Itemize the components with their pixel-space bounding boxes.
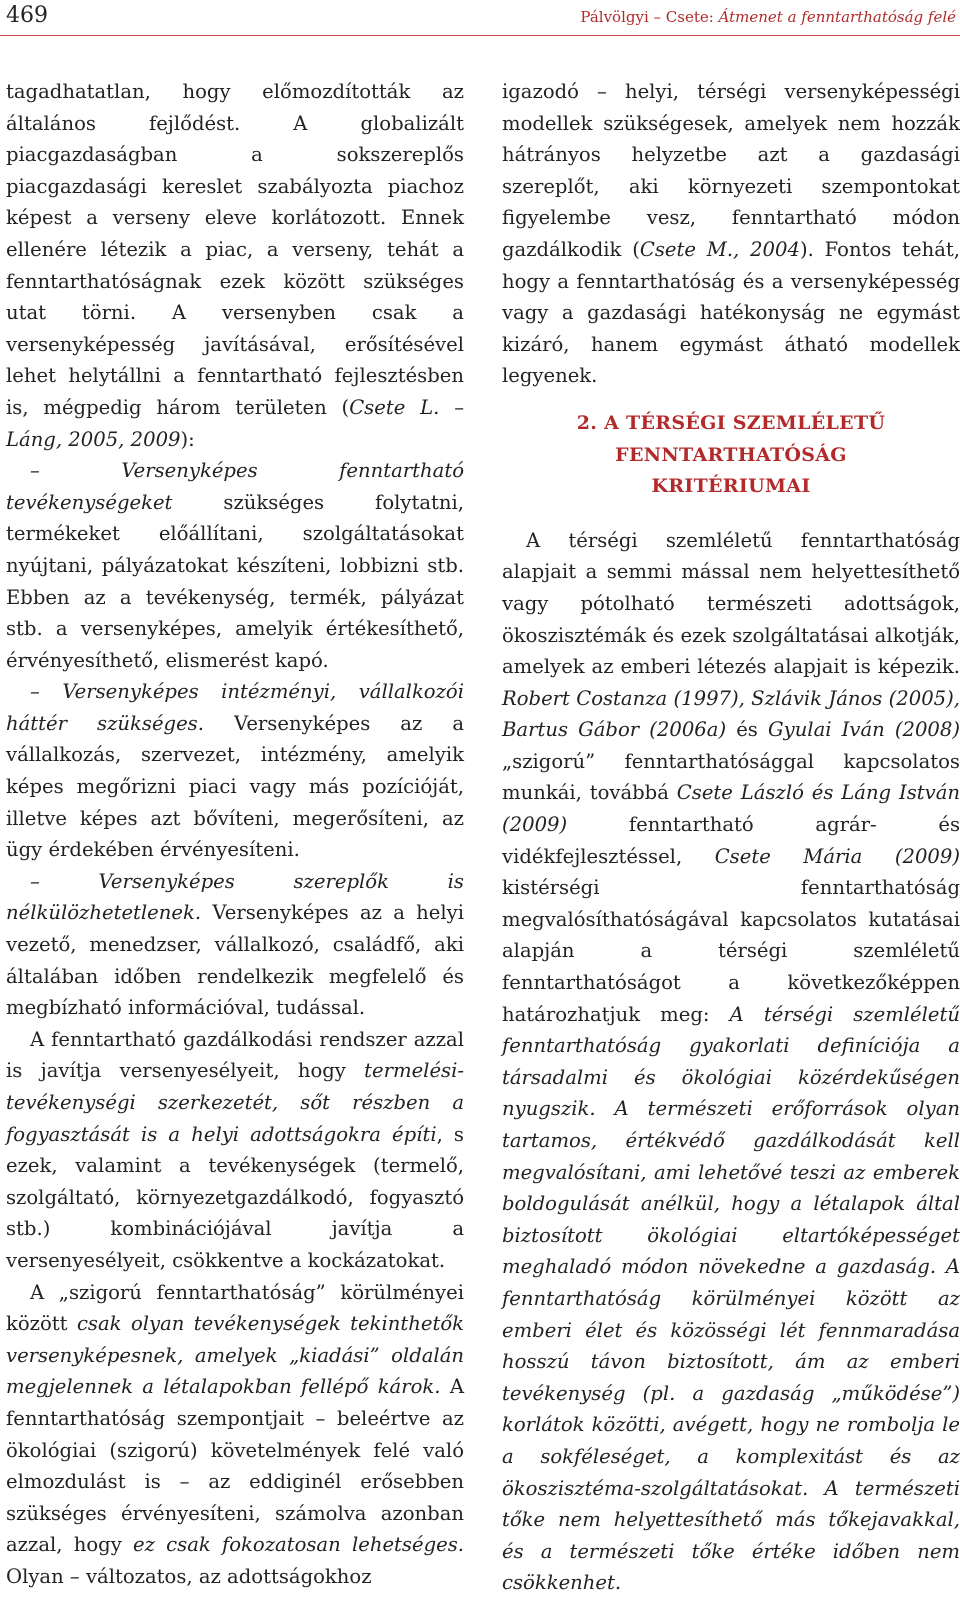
paragraph [502, 525, 960, 1599]
text: A fenntarthatóság szempontjait – beleértve az ökológiai (szigorú) követelmények felé való elmozdulást is – az eddiginél erősebben szükséges érvényesíteni, számolva azonban azzal, hogy [6, 1375, 464, 1557]
citation: Csete Mária (2009) [714, 844, 960, 868]
paragraph [6, 1024, 464, 1277]
text: szükséges folytatni, termékeket előállítani, szolgáltatásokat nyújtani, pályázatokat készíteni, lobbizni stb. Ebben az a tevékenység, termék, pályázat stb. a versenyképes, amelyik értékesíthető, érvényesíthető, elismerést kapó. [6, 490, 464, 672]
running-authors: Pálvölgyi – Csete: [580, 8, 719, 26]
bullet-item [6, 866, 464, 1024]
citation: Csete M., 2004 [639, 237, 800, 261]
bullet-item [6, 676, 464, 866]
heading-line: 2. A TÉRSÉGI SZEMLÉLETŰ [576, 411, 886, 434]
paragraph [6, 1277, 464, 1593]
emphasis: ez csak fokozatosan lehetséges. [133, 1533, 464, 1557]
running-title: Átmenet a fenntarthatóság felé [718, 8, 956, 26]
text: Versenyképes az a vállalkozás, szervezet, intézmény, amelyik képes megőrizni piaci vagy más pozícióját, illetve képes azt bővíteni, megerősíteni, az ügy érdekében érvényesíteni. [6, 711, 464, 862]
text: A „szigorú fenntarthatóság” körülményei között [6, 1280, 464, 1336]
text: kistérségi fenntarthatóság megvalósíthatóságával kapcsolatos kutatásai alapján a térségi szemléletű fenntarthatóságot a következőképpen határozhatjuk meg: [502, 876, 960, 1026]
section-heading [502, 408, 960, 503]
running-header [580, 8, 956, 26]
text: A fenntartható gazdálkodási rendszer azzal is javítja versenyesélyeit, hogy [6, 1027, 464, 1083]
page-number: 469 [6, 3, 48, 28]
emphasis: termelési-tevékenységi szerkezetét, sőt részben a fogyasztását is a helyi adottságokra építi [6, 1059, 464, 1146]
text: fenntartható agrár- és vidékfejlesztéssel, [502, 813, 960, 868]
citation: Csete L. – Láng, 2005, 2009 [6, 395, 465, 451]
text: Versenyképes az a helyi vezető, menedzser, vállalkozó, családfő, aki általában időben rendelkezik megfelelő és megbízható információval, tudással. [6, 901, 464, 1020]
heading-line: KRITÉRIUMAI [651, 475, 811, 498]
header-rule [0, 35, 960, 36]
text: tagadhatatlan, hogy előmozdították az általános fejlődést. A globalizált piacgazdaságban a sokszereplős piacgazdasági kereslet szabályozta piachoz képest a verseny eleve korlátozott. Ennek ellenére létezik a piac, a verseny, tehát a fenntarthatóságnak ezek között szükséges utat törni. A versenyben csak a versenyképesség javításával, erősítésével lehet helytállni a fenntartható fejlesztésben is, mégpedig három területen ( [6, 80, 464, 419]
text: „szigorú” fenntarthatósággal kapcsolatos munkái, továbbá [502, 749, 960, 805]
text: ). Fontos tehát, hogy a fenntarthatóság és a versenyképesség vagy a gazdasági hatékonyság ne egymást kizáró, hanem egymást átható modellek legyenek. [502, 237, 960, 388]
text: igazodó – helyi, térségi versenyképességi modellek szükségesek, amelyek nem hozzák hátrányos helyzetbe azt a gazdasági szereplőt, aki környezeti szempontokat figyelembe vesz, fenntartható módon gazdálkodik ( [502, 80, 960, 261]
bullet-lead: – Versenyképes intézményi, vállalkozói háttér szükséges. [6, 680, 464, 735]
bullet-item [6, 455, 464, 676]
bullet-lead: – Versenyképes szereplők is nélkülözhetetlenek. [6, 869, 464, 925]
left-column [6, 76, 464, 1593]
paragraph [6, 76, 464, 455]
emphasis: csak olyan tevékenységek tekinthetők versenyképesnek, amelyek „kiadási” oldalán megjelennek a létalapokban fellépő károk. [6, 1312, 465, 1399]
citation: Robert Costanza (1997), Szlávik János (2005), Bartus Gábor (2006a) [502, 686, 960, 742]
citation: Csete László és Láng István (2009) [502, 781, 960, 837]
text: és [726, 718, 768, 742]
text: , s ezek, valamint a tevékenységek (termelő, szolgáltató, környezetgazdálkodó, fogyasztó stb.) kombinációjával javítja a versenyesélyeit, csökkentve a kockázatokat. [6, 1122, 464, 1272]
definition: A térségi szemléletű fenntarthatóság gyakorlati definíciója a társadalmi és ökológiai közérdekűségen nyugszik. A természeti erőforrások olyan tartamos, értékvédő gazdálkodását kell megvalósítani, ami lehetővé teszi az emberek boldogulását anélkül, hogy a létalapok által biztosított ökológiai eltartóképességet meghaladó módon növekedne a gazdaság. A fenntarthatóság körülményei között az emberi élet és közösségi lét fennmaradása hosszú távon biztosított, ám az emberi tevékenység (pl. a gazdaság „működése”) korlátok közötti, avégett, hogy ne rombolja le a sokféleséget, a komplexitást és az ökoszisztéma-szolgáltatásokat. A természeti tőke nem helyettesíthető más tőkejavakkal, és a természeti tőke értéke időben nem csökkenhet. [502, 1002, 960, 1595]
right-column [502, 76, 960, 1599]
text: A térségi szemléletű fenntarthatóság alapjait a semmi mással nem helyettesíthető vagy pótolható természeti adottságok, ökoszisztémák és ezek szolgáltatásai alkotják, amelyek az emberi létezés alapjait is képezik. [502, 528, 960, 679]
bullet-lead: – Versenyképes fenntartható tevékenységeket [6, 459, 464, 514]
heading-line: FENNTARTHATÓSÁG [615, 443, 847, 466]
text: ): [180, 427, 195, 451]
citation: Gyulai Iván (2008) [767, 718, 960, 742]
paragraph [502, 76, 960, 392]
page-header [0, 0, 960, 32]
text: Olyan – változatos, az adottságokhoz [6, 1564, 372, 1588]
